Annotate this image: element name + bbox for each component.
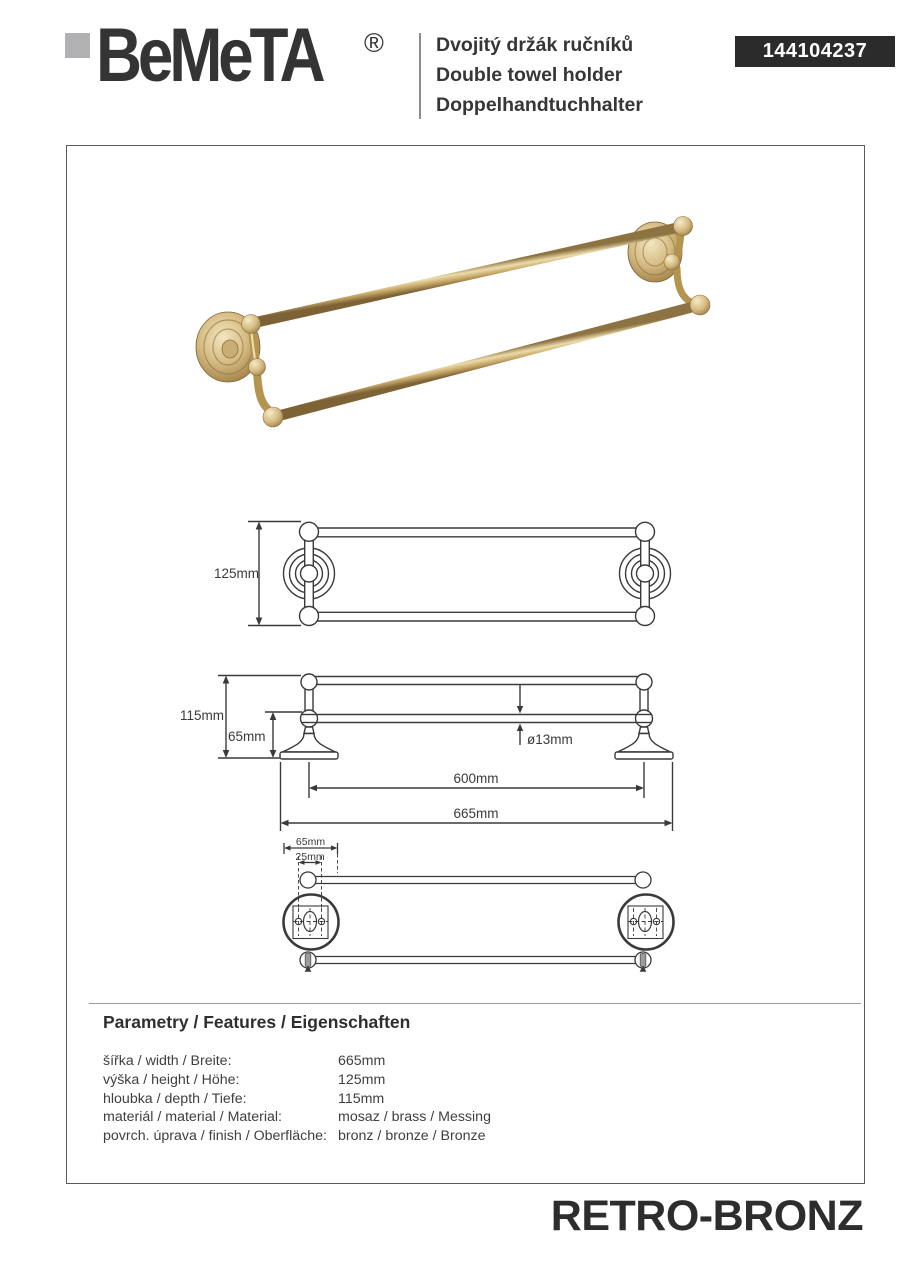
parameter-row <box>103 1090 491 1109</box>
logo-square-icon <box>65 33 90 58</box>
brand-logo: BeMeTA <box>96 13 322 98</box>
top-bar <box>253 222 681 329</box>
product-code-badge: 144104237 <box>735 36 895 67</box>
parameter-label: šířka / width / Breite: <box>103 1053 232 1069</box>
product-photo <box>170 180 730 450</box>
parameter-value: 665mm <box>338 1053 386 1069</box>
dim-hole-centers-600 <box>309 762 644 798</box>
drawing-side-view <box>170 662 730 840</box>
dim-label-665mm: 665mm <box>453 806 499 821</box>
parameter-row <box>103 1052 491 1071</box>
front-bars <box>313 528 641 621</box>
drawing-top-view <box>268 833 682 980</box>
header-divider <box>419 33 421 119</box>
registered-trademark-icon: ® <box>364 28 384 58</box>
dim-label-65mm-top: 65mm <box>295 836 326 848</box>
product-title-de: Doppelhandtuchhalter <box>436 94 643 116</box>
right-post <box>677 234 695 304</box>
dim-label-125mm: 125mm <box>214 566 260 581</box>
product-title-cs: Dvojitý držák ručníků <box>436 34 634 56</box>
drawing-front-view <box>190 485 710 640</box>
side-bars <box>312 677 641 723</box>
bottom-bar <box>274 300 700 423</box>
parameters-divider <box>89 1003 861 1004</box>
parameter-label: materiál / material / Material: <box>103 1109 282 1126</box>
parameter-label: výška / height / Höhe: <box>103 1071 240 1088</box>
dim-label-13mm: ø13mm <box>527 732 573 747</box>
series-name: RETRO-BRONZ <box>550 1192 863 1240</box>
parameter-row <box>103 1127 491 1146</box>
parameter-row <box>103 1071 491 1090</box>
dim-label-600mm: 600mm <box>453 771 499 786</box>
parameter-value: 115mm <box>338 1090 385 1107</box>
dim-depth-115 <box>180 676 301 759</box>
parameter-label: povrch. úprava / finish / Oberfläche: <box>103 1128 327 1145</box>
product-titles <box>436 30 643 120</box>
dim-height-125 <box>214 522 301 626</box>
dim-label-115mm: 115mm <box>180 708 225 723</box>
top-view-bars <box>314 877 641 964</box>
parameters-table <box>103 1052 491 1146</box>
side-pedestal <box>280 674 338 759</box>
dim-label-25mm: 25mm <box>295 851 325 863</box>
dim-bar-diameter-13 <box>517 685 573 748</box>
parameters-title: Parametry / Features / Eigenschaften <box>103 1012 411 1032</box>
front-mount-assembly <box>284 522 335 625</box>
parameter-row <box>103 1108 491 1127</box>
dim-label-65mm-side: 65mm <box>228 729 266 744</box>
product-title-en: Double towel holder <box>436 64 623 86</box>
parameter-value: mosaz / brass / Messing <box>338 1109 491 1126</box>
parameter-value: 125mm <box>338 1071 386 1088</box>
parameter-value: bronz / bronze / Bronze <box>338 1128 486 1145</box>
parameter-label: hloubka / depth / Tiefe: <box>103 1090 247 1107</box>
